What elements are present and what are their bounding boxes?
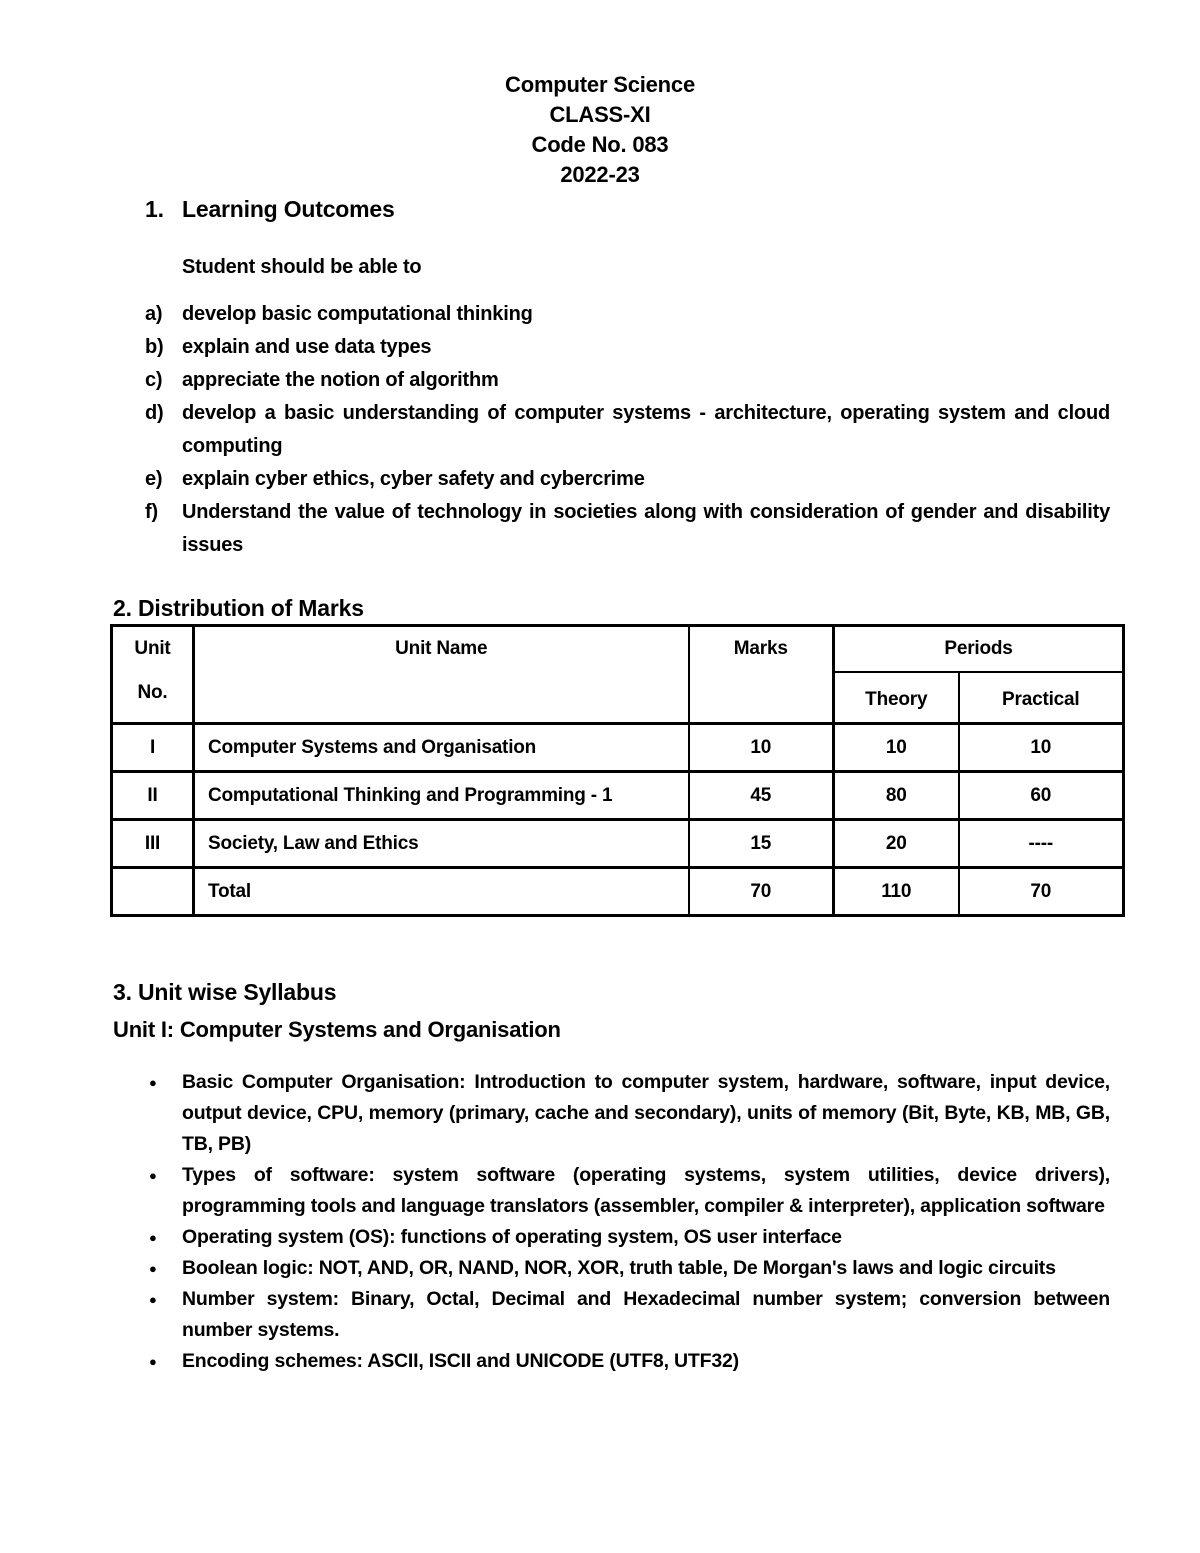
outcome-item bbox=[145, 496, 1110, 562]
section-distribution-of-marks bbox=[0, 595, 1200, 917]
intro-text: Student should be able to bbox=[182, 256, 422, 278]
outcome-item bbox=[145, 298, 1110, 331]
heading-number: 1. bbox=[145, 196, 164, 222]
col-header-unit-no-line1: Unit bbox=[134, 638, 171, 659]
col-header-marks: Marks bbox=[689, 626, 834, 724]
heading-title: Learning Outcomes bbox=[182, 196, 395, 222]
bullet-icon: ● bbox=[149, 1292, 157, 1307]
cell-practical: 70 bbox=[959, 868, 1124, 916]
doc-class-line: CLASS-XI bbox=[549, 102, 651, 127]
cell-unit-no: III bbox=[112, 820, 194, 868]
outcome-item bbox=[145, 397, 1110, 463]
heading-learning-outcomes bbox=[145, 196, 1200, 223]
table-row bbox=[112, 724, 1124, 772]
list-marker: f) bbox=[145, 501, 158, 523]
table-row bbox=[112, 868, 1124, 916]
table-row bbox=[112, 772, 1124, 820]
cell-practical: 10 bbox=[959, 724, 1124, 772]
list-marker: b) bbox=[145, 336, 164, 358]
outcome-text: develop a basic understanding of computer systems - architecture, operating system and cloud computing bbox=[182, 402, 1110, 457]
cell-unit-name: Society, Law and Ethics bbox=[194, 820, 689, 868]
cell-theory: 10 bbox=[834, 724, 959, 772]
table-header-row bbox=[112, 626, 1124, 673]
col-header-practical: Practical bbox=[959, 672, 1124, 724]
topic-text: Types of software: system software (operating systems, system utilities, device drivers), programming tools and language translators (assembler, compiler & interpreter), application software bbox=[182, 1164, 1110, 1217]
col-header-theory: Theory bbox=[834, 672, 959, 724]
cell-unit-name: Computational Thinking and Programming - 1 bbox=[194, 772, 689, 820]
doc-code-line: Code No. 083 bbox=[531, 132, 669, 157]
heading-distribution-of-marks: 2. Distribution of Marks bbox=[113, 595, 364, 621]
outcome-text: develop basic computational thinking bbox=[182, 303, 533, 325]
list-item bbox=[149, 1284, 1110, 1346]
cell-unit-name: Total bbox=[194, 868, 689, 916]
list-marker: d) bbox=[145, 402, 164, 424]
cell-practical: 60 bbox=[959, 772, 1124, 820]
cell-unit-no: II bbox=[112, 772, 194, 820]
cell-practical: ---- bbox=[959, 820, 1124, 868]
bullet-icon: ● bbox=[149, 1354, 157, 1369]
col-header-unit-name: Unit Name bbox=[194, 626, 689, 724]
col-header-periods: Periods bbox=[834, 626, 1124, 673]
document-header bbox=[0, 0, 1200, 190]
col-header-unit-no-line2: No. bbox=[137, 682, 168, 703]
outcome-text: appreciate the notion of algorithm bbox=[182, 369, 499, 391]
doc-session-line: 2022-23 bbox=[560, 162, 640, 187]
cell-marks: 10 bbox=[689, 724, 834, 772]
heading-unit-wise-syllabus: 3. Unit wise Syllabus bbox=[113, 979, 337, 1005]
section-unit-wise-syllabus bbox=[0, 979, 1200, 1377]
list-item bbox=[149, 1160, 1110, 1222]
marks-table bbox=[110, 624, 1125, 917]
cell-marks: 15 bbox=[689, 820, 834, 868]
bullet-icon: ● bbox=[149, 1230, 157, 1245]
topic-text: Boolean logic: NOT, AND, OR, NAND, NOR, XOR, truth table, De Morgan's laws and logic circuits bbox=[182, 1257, 1056, 1279]
doc-title: Computer Science bbox=[505, 72, 695, 97]
bullet-icon: ● bbox=[149, 1075, 157, 1090]
topic-text: Basic Computer Organisation: Introduction to computer system, hardware, software, input device, output device, CPU, memory (primary, cache and secondary), units of memory (Bit, Byte, KB, MB, GB, TB, PB) bbox=[182, 1071, 1110, 1155]
list-item bbox=[149, 1222, 1110, 1253]
cell-marks: 70 bbox=[689, 868, 834, 916]
list-item bbox=[149, 1253, 1110, 1284]
cell-unit-no bbox=[112, 868, 194, 916]
cell-unit-name: Computer Systems and Organisation bbox=[194, 724, 689, 772]
topic-text: Number system: Binary, Octal, Decimal and Hexadecimal number system; conversion between number systems. bbox=[182, 1288, 1110, 1341]
cell-theory: 110 bbox=[834, 868, 959, 916]
bullet-icon: ● bbox=[149, 1261, 157, 1276]
outcome-text: explain and use data types bbox=[182, 336, 432, 358]
list-marker: a) bbox=[145, 303, 163, 325]
outcome-item bbox=[145, 463, 1110, 496]
outcome-text: explain cyber ethics, cyber safety and cybercrime bbox=[182, 468, 645, 490]
cell-theory: 80 bbox=[834, 772, 959, 820]
unit1-topic-list bbox=[149, 1067, 1110, 1377]
outcome-item bbox=[145, 331, 1110, 364]
list-item bbox=[149, 1346, 1110, 1377]
table-row bbox=[112, 820, 1124, 868]
outcome-item bbox=[145, 364, 1110, 397]
cell-unit-no: I bbox=[112, 724, 194, 772]
list-marker: c) bbox=[145, 369, 163, 391]
list-item bbox=[149, 1067, 1110, 1160]
section-learning-outcomes bbox=[0, 196, 1200, 562]
topic-text: Encoding schemes: ASCII, ISCII and UNICODE (UTF8, UTF32) bbox=[182, 1350, 739, 1372]
bullet-icon: ● bbox=[149, 1168, 157, 1183]
topic-text: Operating system (OS): functions of operating system, OS user interface bbox=[182, 1226, 842, 1248]
outcome-list bbox=[145, 298, 1110, 562]
col-header-unit-no bbox=[112, 626, 194, 724]
cell-marks: 45 bbox=[689, 772, 834, 820]
list-marker: e) bbox=[145, 468, 163, 490]
outcome-text: Understand the value of technology in societies along with consideration of gender and disability issues bbox=[182, 501, 1110, 556]
heading-unit1: Unit I: Computer Systems and Organisation bbox=[113, 1017, 561, 1042]
cell-theory: 20 bbox=[834, 820, 959, 868]
